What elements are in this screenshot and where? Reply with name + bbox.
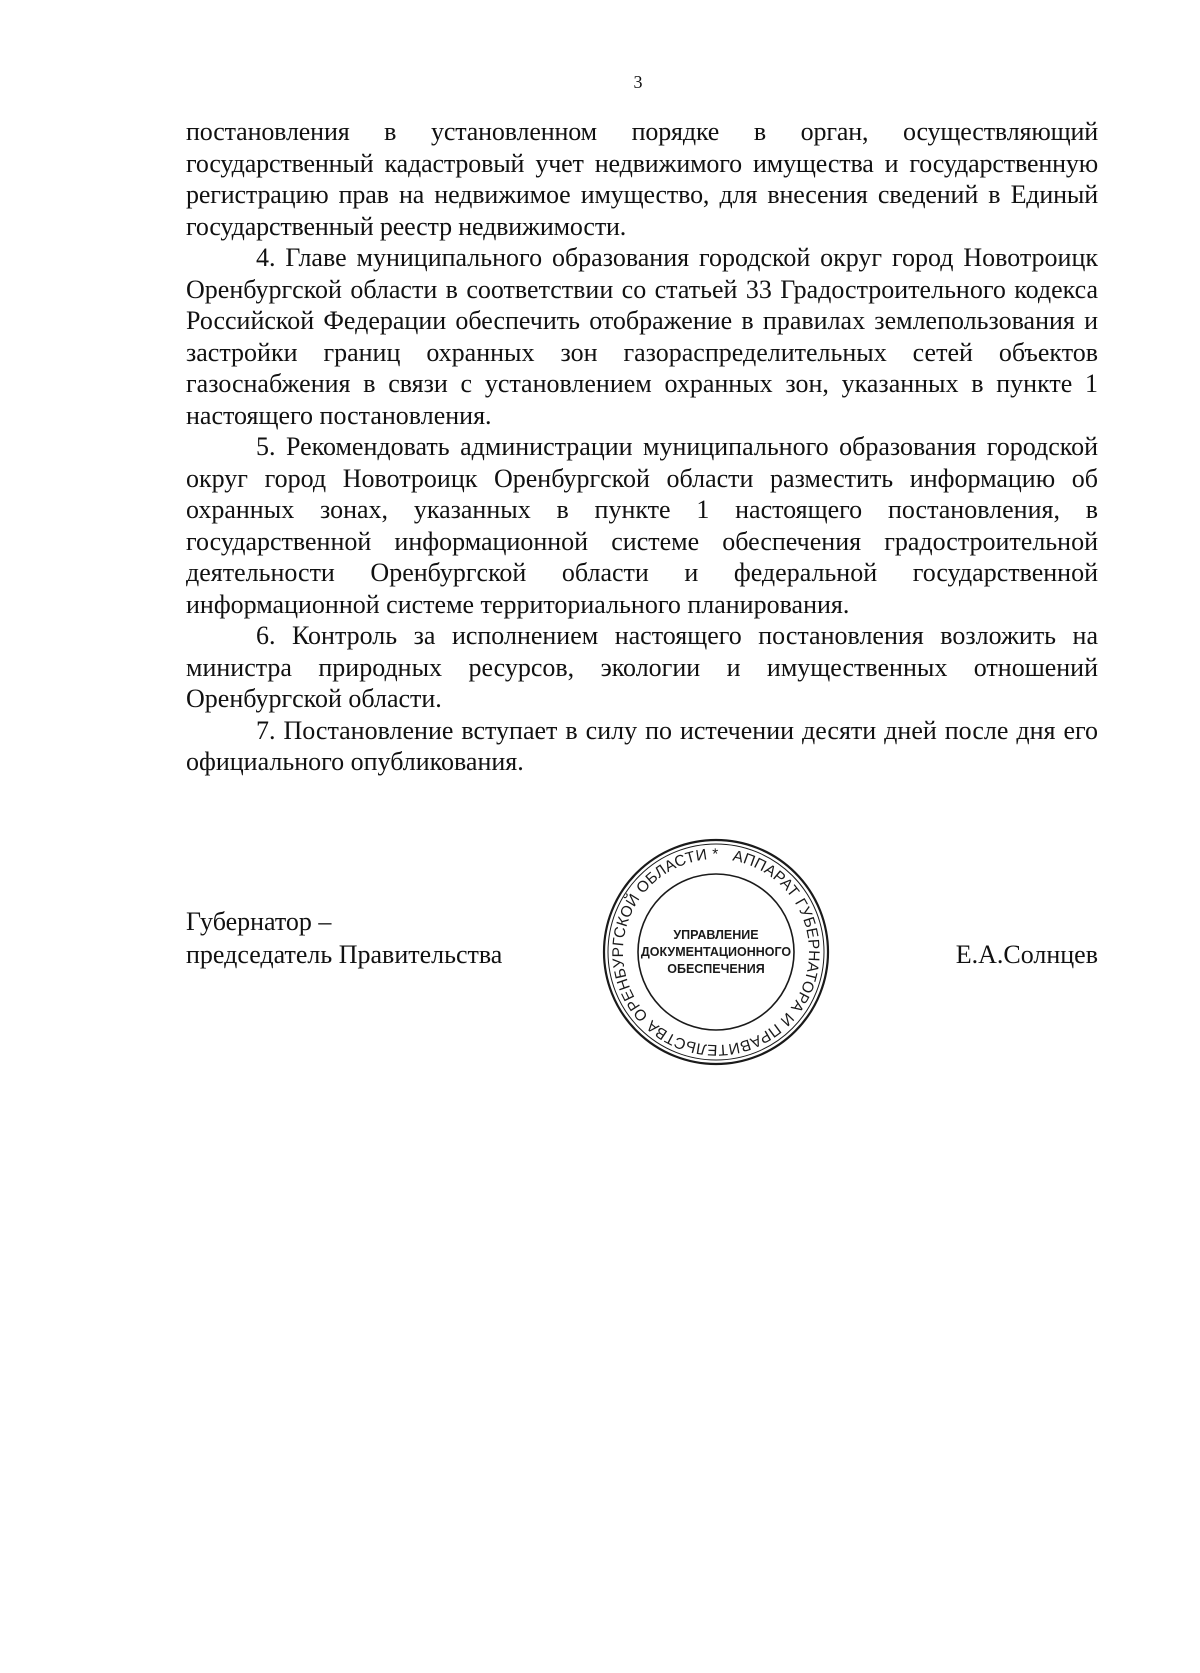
seal-center-line1: УПРАВЛЕНИЕ bbox=[673, 928, 759, 942]
signatory-title-line1: Губернатор – bbox=[186, 907, 332, 936]
paragraph-5: 5. Рекомендовать администрации муниципального образования городской округ город Новотроицк Оренбургской области разместить информацию об охранных зонах, указанных в пункте 1 настоящего постановления, в государственной информационной системе обеспечения градостроительной деятельности Оренбургской области и федеральной государственной информационной системе территориального планирования. bbox=[186, 432, 1098, 619]
signatory-title-line2: председатель Правительства bbox=[186, 940, 503, 969]
seal-icon bbox=[600, 836, 832, 1068]
seal-center-line3: ОБЕСПЕЧЕНИЯ bbox=[667, 962, 765, 976]
paragraph-6: 6. Контроль за исполнением настоящего постановления возложить на министра природных ресурсов, экологии и имущественных отношений Оренбургской области. bbox=[186, 621, 1098, 713]
paragraph-3-continuation: постановления в установленном порядке в орган, осуществляющий государственный кадастровый учет недвижимого имущества и государственную регистрацию прав на недвижимое имущество, для внесения сведений в Единый государственный реестр недвижимости. bbox=[186, 117, 1098, 241]
paragraph-4: 4. Главе муниципального образования городской округ город Новотроицк Оренбургской области в соответствии со статьей 33 Градостроительного кодекса Российской Федерации обеспечить отображение в правилах землепользования и застройки границ охранных зон газораспределительных сетей объектов газоснабжения в связи с установлением охранных зон, указанных в пункте 1 настоящего постановления. bbox=[186, 243, 1098, 430]
signer-name: Е.А.Солнцев bbox=[955, 940, 1098, 969]
signatory-title bbox=[186, 905, 502, 971]
paragraph-7: 7. Постановление вступает в силу по истечении десяти дней после дня его официального опубликования. bbox=[186, 715, 1098, 776]
seal-center-line2: ДОКУМЕНТАЦИОННОГО bbox=[640, 945, 792, 959]
document-body bbox=[186, 116, 1098, 778]
page-number: 3 bbox=[633, 72, 643, 92]
official-seal bbox=[600, 836, 832, 1068]
seal-ring-text: АППАРАТ ГУБЕРНАТОРА И ПРАВИТЕЛЬСТВА ОРЕНБУРГСКОЙ ОБЛАСТИ * bbox=[609, 845, 823, 1059]
